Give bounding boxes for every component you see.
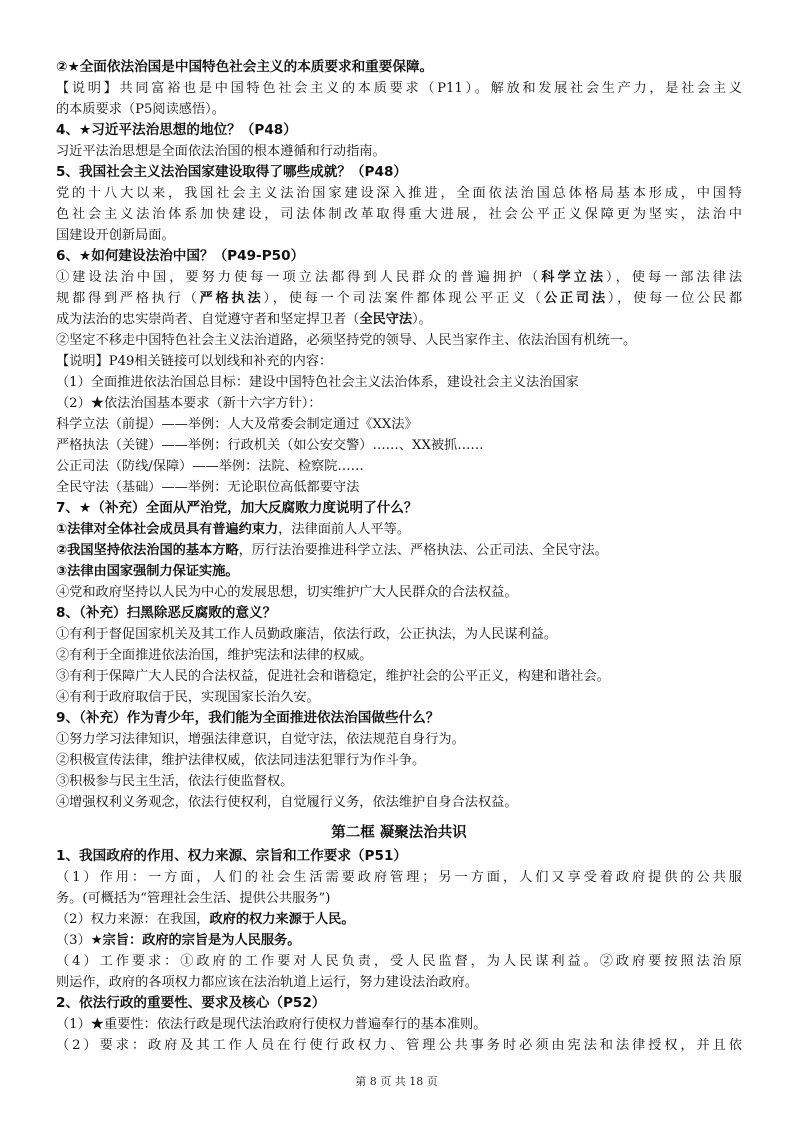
keyword-strict-enforcement: 严格执法 <box>199 291 264 306</box>
question-heading: ②★全面依法治国是中国特色社会主义的本质要求和重要保障。 <box>56 59 434 75</box>
text-line: 公正司法（防线/保障）——举例：法院、检察院…… <box>56 459 364 474</box>
text-line: ②我国坚持依法治国的基本方略，厉行法治要推进科学立法、严格执法、公正司法、全民守法。 <box>56 543 608 558</box>
section-7-points <box>56 519 742 603</box>
text-line: 的本质要求（P5阅读感悟）。 <box>56 102 225 117</box>
text-line: ①有利于督促国家机关及其工作人员勤政廉洁，依法行政，公正执法，为人民谋利益。 <box>56 627 558 642</box>
text-line: 成为法治的忠实崇尚者、自觉遵守者和坚定捍卫者（全民守法）。 <box>56 312 432 327</box>
text-line: ④有利于政府取信于民，实现国家长治久安。 <box>56 690 320 705</box>
page-footer: 第 8 页 共 18 页 <box>355 1075 438 1088</box>
question-heading: 2、依法行政的重要性、要求及核心（P52） <box>56 995 326 1011</box>
text-line: ①努力学习法律知识，增强法律意识，自觉守法，依法规范自身行为。 <box>56 732 465 747</box>
question-heading: 9、（补充）作为青少年，我们能为全面推进依法治国做些什么？ <box>56 710 440 726</box>
text-line: 全民守法（基础）——举例：无论职位高低都要守法 <box>56 480 360 495</box>
question-heading: 7、★（补充）全面从严治党，加大反腐败力度说明了什么？ <box>56 500 418 516</box>
section-rule-of-law-intro <box>56 57 742 267</box>
text-line: （1）全面推进依法治国总目标：建设中国特色社会主义法治体系，建设社会主义法治国家 <box>56 375 579 390</box>
text-line: ①建设法治中国，要努力使每一项立法都得到人民群众的普遍拥护（科学立法），使每一部法律法 <box>56 270 743 285</box>
text-line: 党的十八大以来，我国社会主义法治国家建设深入推进，全面依法治国总体格局基本形成，中国特 <box>56 186 742 201</box>
text-line: ③有利于保障广大人民的合法权益，促进社会和谐稳定，维护社会的公平正义，构建和谐社会。 <box>56 669 610 684</box>
text-line: 严格执法（关键）——举例：行政机关（如公安交警）……、XX被抓…… <box>56 438 484 453</box>
keyword-fair-justice: 公正司法 <box>543 291 608 306</box>
page-content <box>56 57 742 1056</box>
question-heading: 8、（补充）扫黑除恶反腐败的意义？ <box>56 605 277 621</box>
text-line: ①法律对全体社会成员具有普遍约束力，法律面前人人平等。 <box>56 522 411 537</box>
section-8-9 <box>56 603 742 813</box>
text-line: 务。(可概括为“管理社会生活、提供公共服务”) <box>56 891 331 906</box>
section-6-notes <box>56 330 742 519</box>
text-line: （4）工作要求：①政府的工作要对人民负责，受人民监督，为人民谋利益。②政府要按照法治原 <box>56 954 742 969</box>
text-line: （2）★依法治国基本要求（新十六字方针）： <box>56 396 322 411</box>
text-line: （3）★宗旨：政府的宗旨是为人民服务。 <box>56 933 301 948</box>
text-line: （2）权力来源：在我国，政府的权力来源于人民。 <box>56 912 355 927</box>
question-heading: 6、★如何建设法治中国？（P49-P50） <box>56 248 305 264</box>
text-line: （1）作用：一方面，人们的社会生活需要政府管理；另一方面，人们又享受着政府提供的公共服 <box>56 870 742 885</box>
keyword-law-abiding: 全民守法 <box>359 312 413 327</box>
keyword-scientific-legislation: 科学立法 <box>541 270 607 285</box>
text-line: ④党和政府坚持以人民为中心的发展思想，切实维护广大人民群众的合法权益。 <box>56 585 518 600</box>
text-line: 规都得到严格执行（严格执法），使每一个司法案件都体现公平正义（公正司法），使每一位公民都 <box>56 291 743 306</box>
question-heading: 1、我国政府的作用、权力来源、宗旨和工作要求（P51） <box>56 848 407 864</box>
text-line: 【说明】共同富裕也是中国特色社会主义的本质要求（P11）。解放和发展社会生产力，是社会主义 <box>56 81 742 96</box>
text-line: （1）★重要性：依法行政是现代法治政府行使权力普遍奉行的基本准则。 <box>56 1017 487 1032</box>
text-line: 科学立法（前提）——举例：人大及常委会制定通过《XX法》 <box>56 417 418 432</box>
section-administration-by-law <box>56 951 742 1056</box>
text-line: ②有利于全面推进依法治国，维护宪法和法律的权威。 <box>56 648 373 663</box>
text-line: 习近平法治思想是全面依法治国的根本遵循和行动指南。 <box>56 144 386 159</box>
text-line: 色社会主义法治体系加快建设，司法体制改革取得重大进展，社会公平正义保障更为坚实，法治中 <box>56 207 742 222</box>
section-6-points <box>56 267 742 330</box>
text-line: ③法律由国家强制力保证实施。 <box>56 564 239 579</box>
section-government-points <box>56 909 742 951</box>
text-line: 【说明】P49相关链接可以划线和补充的内容： <box>56 354 333 369</box>
text-line: ②坚定不移走中国特色社会主义法治道路，必须坚持党的领导、人民当家作主、依法治国有机统一。 <box>56 333 637 348</box>
text-line: ③积极参与民主生活，依法行使监督权。 <box>56 774 294 789</box>
section-title: 第二框 凝聚法治共识 <box>331 825 467 841</box>
text-line: ④增强权利义务观念，依法行使权利，自觉履行义务，依法维护自身合法权益。 <box>56 795 518 810</box>
question-heading: 5、我国社会主义法治国家建设取得了哪些成就？（P48） <box>56 164 407 180</box>
text-line: 则运作，政府的各项权力都应该在法治轨道上运行，努力建设法治政府。 <box>56 975 478 990</box>
text-line: ②积极宣传法律，维护法律权威，依法同违法犯罪行为作斗争。 <box>56 753 426 768</box>
section-government-role <box>56 846 742 909</box>
text-line: 国建设开创新局面。 <box>56 228 175 243</box>
text-line: （2）要求：政府及其工作人员在行使行政权力、管理公共事务时必须由宪法和法律授权，并且依 <box>56 1038 742 1053</box>
question-heading: 4、★习近平法治思想的地位？（P48） <box>56 122 297 138</box>
